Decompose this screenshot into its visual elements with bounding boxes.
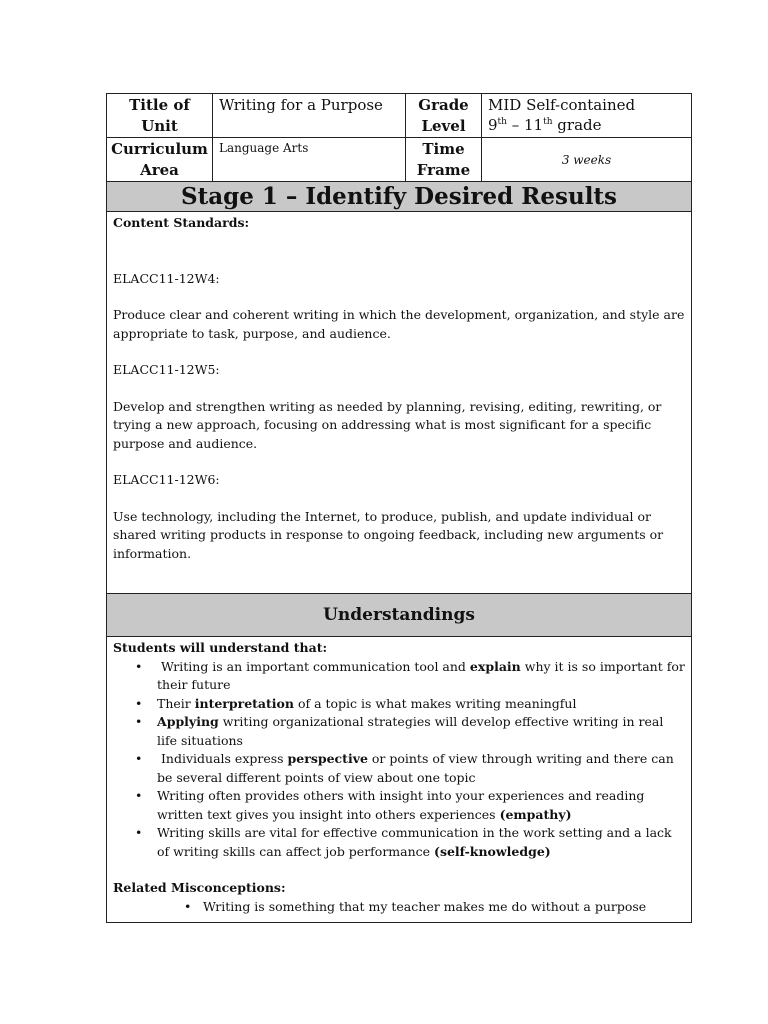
misconceptions-label: Related Misconceptions: <box>113 880 286 895</box>
standard-code: ELACC11-12W4: <box>113 270 220 286</box>
item-text: why it is so important for their future <box>157 658 689 692</box>
grade-range <box>488 115 691 135</box>
standard-text: Develop and strengthen writing as needed by planning, revising, editing, rewriting, or trying a new approach, focusing on addressing what is most significant for a specific purpose and audience. <box>113 398 662 451</box>
grade-from-sup: th <box>497 117 507 127</box>
title-label-line1: Title of <box>129 96 190 114</box>
grade-to-sup: th <box>543 117 553 127</box>
understandings-intro: Students will understand that: <box>113 640 328 655</box>
curriculum-label-line1: Curriculum <box>111 140 208 158</box>
bullet-icon: • <box>135 825 143 840</box>
stage1-header-row <box>107 182 692 212</box>
standard-code: ELACC11-12W5: <box>113 362 220 377</box>
grade-from: 9 <box>488 116 498 134</box>
grade-suffix: grade <box>552 116 602 134</box>
curriculum-row <box>107 138 692 182</box>
time-label-line2: Frame <box>416 161 471 179</box>
content-standards-row <box>107 212 692 594</box>
title-of-unit-label <box>107 94 213 138</box>
list-item <box>113 750 685 787</box>
grade-label-line2: Level <box>421 117 466 135</box>
curriculum-area-value: Language Arts <box>213 138 406 182</box>
title-row <box>107 94 692 138</box>
time-frame-value: 3 weeks <box>482 138 692 182</box>
bullet-icon: • <box>135 714 143 729</box>
time-frame-label <box>406 138 482 182</box>
standard-code: ELACC11-12W6: <box>113 472 220 487</box>
grade-label-line1: Grade <box>418 96 469 114</box>
time-label-line1: Time <box>422 140 465 158</box>
item-text: of a topic is what makes writing meaningful <box>293 695 577 711</box>
item-bold: explain <box>469 658 521 674</box>
bullet-icon: • <box>135 751 143 766</box>
content-standards-label: Content Standards: <box>113 215 250 230</box>
curriculum-label-line2: Area <box>140 161 179 179</box>
list-item <box>113 713 685 750</box>
bullet-icon: • <box>135 788 143 803</box>
list-item <box>113 658 689 695</box>
item-bold: Applying <box>157 714 219 729</box>
unit-plan-table <box>106 93 692 923</box>
list-item <box>113 898 685 917</box>
item-bold: (self-knowledge) <box>434 843 551 859</box>
list-item <box>113 824 685 861</box>
grade-value-line1: MID Self-contained <box>488 96 636 114</box>
stage1-title: Stage 1 – Identify Desired Results <box>107 182 692 212</box>
item-text: or points of view through writing and there can be several different points of view about one topic <box>157 751 678 785</box>
grade-level-value <box>482 94 692 138</box>
understandings-row <box>107 637 692 923</box>
standard-text: Produce clear and coherent writing in which the development, organization, and style are appropriate to task, purpose, and audience. <box>113 307 685 341</box>
bullet-icon: • <box>184 898 192 914</box>
curriculum-area-label <box>107 138 213 182</box>
unit-title-value: Writing for a Purpose <box>213 94 406 138</box>
item-text: writing organizational strategies will develop effective writing in real life situations <box>157 714 668 748</box>
grade-to: 11 <box>524 116 544 134</box>
standard-text: Use technology, including the Internet, to produce, publish, and update individual or shared writing products in response to ongoing feedback, including new arguments or information. <box>113 508 664 561</box>
misconceptions-list <box>113 898 685 917</box>
understandings-header-row <box>107 594 692 637</box>
item-bold: interpretation <box>194 695 294 711</box>
item-text: Writing skills are vital for effective communication in the work setting and a lack of writing skills can affect job performance <box>157 825 676 859</box>
bullet-icon: • <box>135 695 143 711</box>
grade-level-label <box>406 94 482 138</box>
understandings-cell <box>107 637 692 923</box>
grade-sep: – <box>506 116 525 134</box>
item-text: Writing often provides others with insight into your experiences and reading written text gives you insight into others experiences <box>157 788 649 822</box>
understandings-list <box>113 658 689 862</box>
title-label-line2: Unit <box>141 117 178 135</box>
item-bold: (empathy) <box>499 806 572 822</box>
item-text: Their <box>157 695 195 711</box>
list-item <box>113 787 685 824</box>
understandings-title: Understandings <box>107 594 692 637</box>
unit-plan-document <box>106 93 691 923</box>
misconception-text: Writing is something that my teacher makes me do without a purpose <box>203 898 647 914</box>
item-text: Individuals express <box>157 751 288 766</box>
content-standards-cell <box>107 212 692 594</box>
item-text: Writing is an important communication tool and <box>157 658 470 674</box>
bullet-icon: • <box>135 658 143 674</box>
item-bold: perspective <box>287 751 368 766</box>
list-item <box>113 695 685 714</box>
